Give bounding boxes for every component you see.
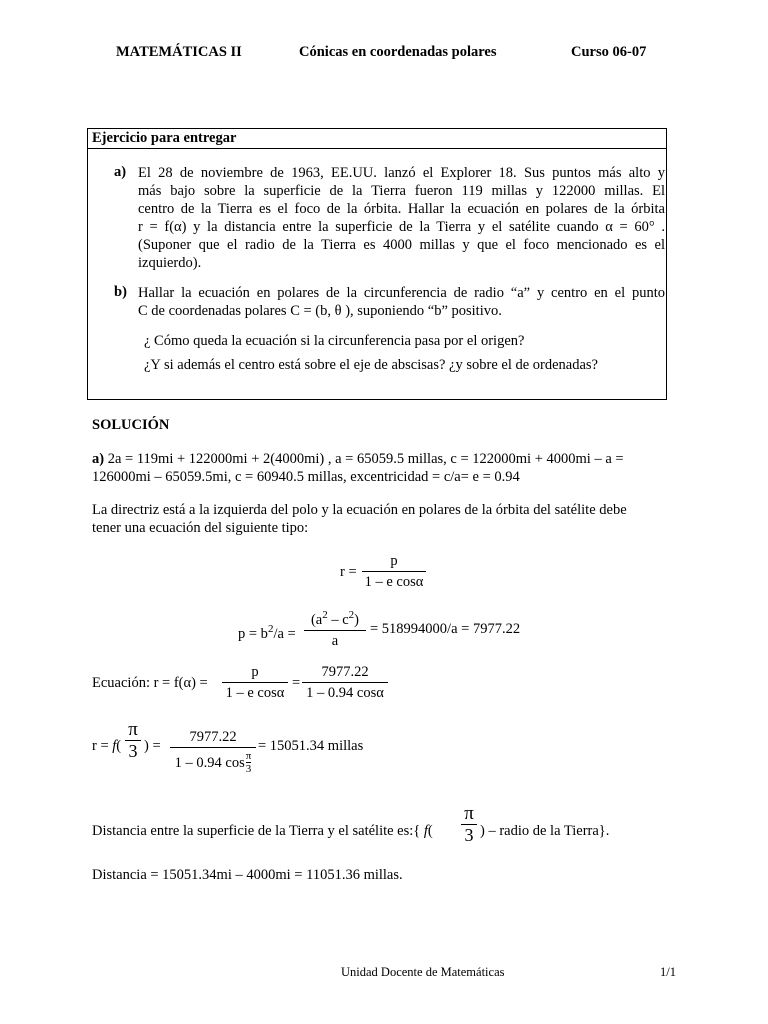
eq2-num-exponent-2: 2 xyxy=(348,609,355,621)
eq2-fraction-bar xyxy=(304,630,366,631)
eq3-lhs: Ecuación: r = f(α) = xyxy=(92,675,208,691)
eq4-pi: π xyxy=(128,719,138,740)
eq4-lhs xyxy=(92,737,121,755)
eq3-fraction-bar-2 xyxy=(302,682,388,683)
eq2-num-open: (a xyxy=(310,611,323,628)
eq2-lhs xyxy=(238,620,296,643)
solution-a-line-1 xyxy=(92,450,624,468)
exercise-a-line-2: más bajo sobre la superficie de la Tierra fueron 119 millas y 122000 millas. El xyxy=(138,183,665,199)
header-topic: Cónicas en coordenadas polares xyxy=(299,44,497,60)
eq2-denominator: a xyxy=(331,632,339,649)
eq3-equals: = xyxy=(292,675,301,691)
eq3-denominator-1: 1 – e cosα xyxy=(225,685,285,701)
eq3-numerator-1: p xyxy=(251,664,259,680)
eq2-fraction xyxy=(304,607,366,649)
solution-heading: SOLUCIÓN xyxy=(92,417,170,433)
eq1-fraction-bar xyxy=(362,571,426,572)
distance-open: ( xyxy=(427,823,433,839)
eq4-pi-over-3 xyxy=(125,719,141,761)
eq4-denominator xyxy=(175,750,252,775)
header-course: MATEMÁTICAS II xyxy=(116,44,242,60)
eq1-denominator: 1 – e cosα xyxy=(364,574,424,590)
solution-a-text-1: 2a = 119mi + 122000mi + 2(4000mi) , a = 65059.5 millas, c = 122000mi + 4000mi – a = xyxy=(107,451,624,467)
exercise-box-header xyxy=(88,129,666,149)
exercise-a-line-6: izquierdo). xyxy=(138,255,202,271)
eq4-f: f xyxy=(112,738,117,754)
eq2-lhs-base: p = b xyxy=(238,625,268,642)
distance-three: 3 xyxy=(464,825,474,845)
distance-pi: π xyxy=(464,803,474,824)
directrix-line-1: La directriz está a la izquierda del polo y la ecuación en polares de la órbita del satélite debe xyxy=(92,502,627,518)
eq1-fraction xyxy=(362,553,426,590)
header-year: Curso 06-07 xyxy=(571,44,647,60)
eq4-fraction xyxy=(170,729,256,775)
eq2-lhs-tail: /a = xyxy=(273,625,296,642)
eq4-den-pi: π xyxy=(245,750,252,762)
eq4-three: 3 xyxy=(128,741,138,761)
exercise-b-line-2: C de coordenadas polares C = (b, θ ), suponiendo “b” positivo. xyxy=(138,303,502,319)
exercise-a-line-1: El 28 de noviembre de 1963, EE.UU. lanzó el Explorer 18. Sus puntos más alto y xyxy=(138,165,665,181)
eq3-denominator-2: 1 – 0.94 cosα xyxy=(306,685,384,701)
exercise-box xyxy=(87,128,667,400)
eq4-close: ) = xyxy=(144,738,161,754)
eq3-numerator-2: 7977.22 xyxy=(321,664,369,680)
eq4-den-three: 3 xyxy=(245,763,252,775)
exercise-a-line-3: centro de la Tierra es el foco de la órbita. Hallar la ecuación en polares de la órbita xyxy=(138,201,665,217)
eq3-fraction-1 xyxy=(222,664,288,701)
exercise-a-label: a) xyxy=(114,164,127,180)
eq4-numerator: 7977.22 xyxy=(189,729,237,745)
eq2-num-mid: – c xyxy=(327,611,349,628)
eq4-r: r = xyxy=(92,738,109,754)
solution-a-label: a) xyxy=(92,451,105,467)
eq2-lhs-exponent: 2 xyxy=(267,623,274,635)
distance-f: f xyxy=(423,823,428,839)
eq2-rhs: = 518994000/a = 7977.22 xyxy=(370,621,521,637)
distance-text xyxy=(92,822,433,840)
distance-pi-over-3 xyxy=(461,803,477,845)
distance-result: Distancia = 15051.34mi – 4000mi = 11051.36 millas. xyxy=(92,867,403,883)
exercise-title: Ejercicio para entregar xyxy=(92,130,237,146)
eq3-fraction-2 xyxy=(302,664,388,701)
eq1-lhs: r = xyxy=(340,564,357,580)
eq4-fraction-bar xyxy=(170,747,256,748)
eq4-den-prefix: 1 – 0.94 cos xyxy=(174,754,245,771)
distance-close: ) – radio de la Tierra}. xyxy=(480,823,610,839)
footer-unit: Unidad Docente de Matemáticas xyxy=(341,965,505,979)
eq4-den-pi-over-3 xyxy=(246,750,252,775)
directrix-line-2: tener una ecuación del siguiente tipo: xyxy=(92,520,309,536)
footer-page: 1/1 xyxy=(660,965,676,979)
solution-a-line-2: 126000mi – 65059.5mi, c = 60940.5 millas, excentricidad = c/a= e = 0.94 xyxy=(92,469,520,485)
eq1-numerator: p xyxy=(390,553,398,569)
eq3-fraction-bar-1 xyxy=(222,682,288,683)
eq2-numerator xyxy=(311,607,359,628)
eq2-num-close: ) xyxy=(354,611,360,628)
eq4-rhs: = 15051.34 millas xyxy=(258,738,364,754)
eq4-open: ( xyxy=(116,738,122,754)
exercise-question-1: ¿ Cómo queda la ecuación si la circunferencia pasa por el origen? xyxy=(144,333,525,349)
distance-text-main: Distancia entre la superficie de la Tierra y el satélite es:{ xyxy=(92,823,421,839)
exercise-a-line-5: (Suponer que el radio de la Tierra es 4000 millas y que el foco mencionado es el xyxy=(138,237,665,253)
exercise-b-label: b) xyxy=(114,284,127,300)
exercise-a-line-4: r = f(α) y la distancia entre la superficie de la Tierra y el satélite cuando α = 60° . xyxy=(138,219,665,235)
eq2-num-exponent-1: 2 xyxy=(322,609,328,621)
exercise-question-2: ¿Y si además el centro está sobre el eje de abscisas? ¿y sobre el de ordenadas? xyxy=(144,357,598,373)
exercise-b-line-1: Hallar la ecuación en polares de la circunferencia de radio “a” y centro en el punto xyxy=(138,285,665,301)
